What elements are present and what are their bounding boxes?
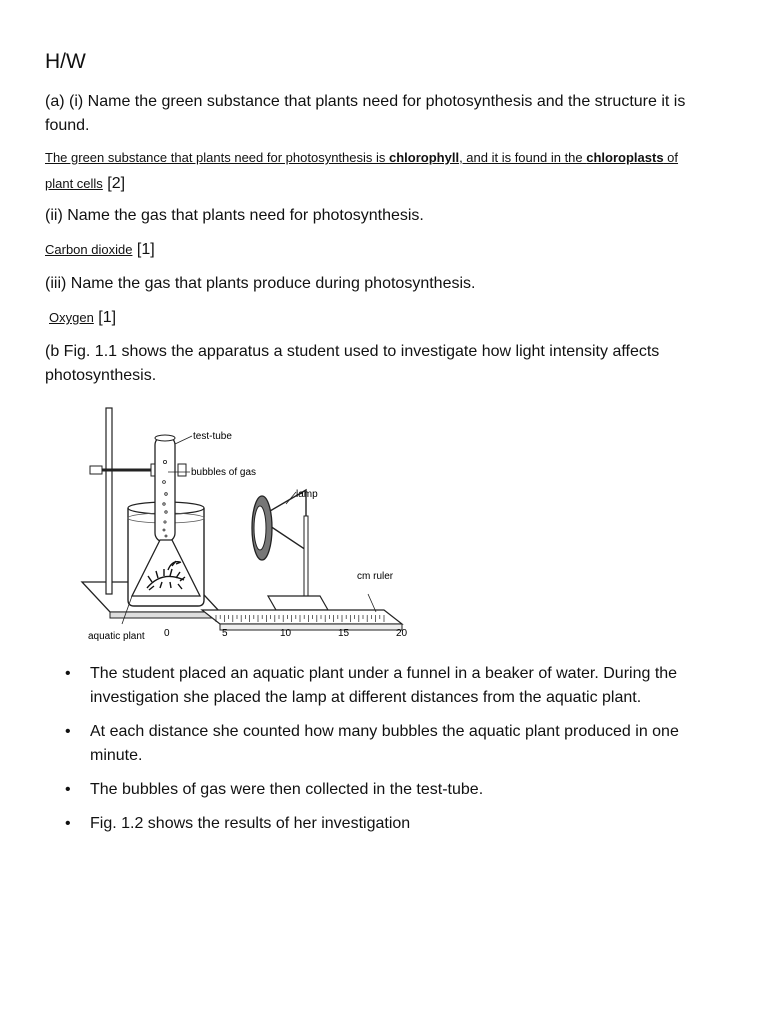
answer-a-iii-text: Oxygen	[49, 310, 94, 325]
answer-a-i-text-3: of	[663, 150, 679, 165]
answer-a-i-text-1: The green substance that plants need for photosynthesis is	[45, 150, 389, 165]
answer-a-ii-text: Carbon dioxide	[45, 242, 133, 257]
question-a-i: (a) (i) Name the green substance that plants need for photosynthesis and the structure it is found.	[45, 93, 686, 134]
lamp-stand	[304, 516, 308, 600]
bullet-dot: •	[65, 723, 71, 740]
question-b: (b Fig. 1.1 shows the apparatus a student used to investigate how light intensity affects photosynthesis.	[45, 343, 660, 384]
bullet-text: The bubbles of gas were then collected in the test-tube.	[90, 781, 484, 798]
ruler-ticks	[216, 615, 384, 622]
label-aquatic-plant: aquatic plant	[88, 631, 145, 642]
answer-a-iii-mark: [1]	[93, 309, 117, 326]
bullet-dot: •	[65, 815, 71, 832]
heading: H/W	[45, 50, 86, 73]
ruler-tick-label: 0	[164, 628, 170, 639]
bullet-text: The student placed an aquatic plant under a funnel in a beaker of water. During the investigation she placed the lamp at different distances from the aquatic plant.	[90, 665, 678, 706]
bullet-item-3	[45, 778, 705, 802]
apparatus-figure	[72, 400, 412, 650]
bullet-dot: •	[65, 781, 71, 798]
ruler-tick-label: 5	[222, 628, 228, 639]
stand-rod	[106, 408, 112, 594]
answer-a-i-text-2: , and it is found in the	[459, 150, 587, 165]
question-a-ii: (ii) Name the gas that plants need for photosynthesis.	[45, 207, 424, 224]
bullet-text: Fig. 1.2 shows the results of her investigation	[90, 815, 411, 832]
question-a-iii: (iii) Name the gas that plants produce during photosynthesis.	[45, 275, 476, 292]
lamp-base	[268, 596, 328, 610]
label-test-tube: test-tube	[193, 431, 232, 442]
answer-a-i-mark: [2]	[102, 175, 126, 192]
answer-a-i	[45, 145, 735, 197]
test-tube	[155, 436, 175, 542]
answer-a-ii-mark: [1]	[132, 241, 155, 258]
label-bubbles: bubbles of gas	[191, 467, 257, 478]
bullet-dot: •	[65, 665, 71, 682]
cm-ruler	[202, 610, 402, 624]
answer-a-iii	[49, 305, 116, 331]
bullet-item-1	[45, 662, 705, 710]
bullet-item-4	[45, 812, 705, 836]
bullet-item-2	[45, 720, 705, 768]
label-lamp: lamp	[296, 489, 318, 500]
ruler-tick-label: 20	[396, 628, 408, 639]
ruler-tick-label: 15	[338, 628, 350, 639]
ruler-tick-label: 10	[280, 628, 292, 639]
bullet-list	[45, 662, 705, 836]
answer-a-i-bold-2: chloroplasts	[586, 150, 664, 165]
answer-a-i-line-2: plant cells	[45, 176, 103, 191]
bullet-text: At each distance she counted how many bubbles the aquatic plant produced in one minute.	[90, 723, 679, 764]
answer-a-i-bold-1: chlorophyll	[389, 150, 460, 165]
answer-a-ii	[45, 237, 155, 263]
label-cm-ruler: cm ruler	[357, 571, 394, 582]
